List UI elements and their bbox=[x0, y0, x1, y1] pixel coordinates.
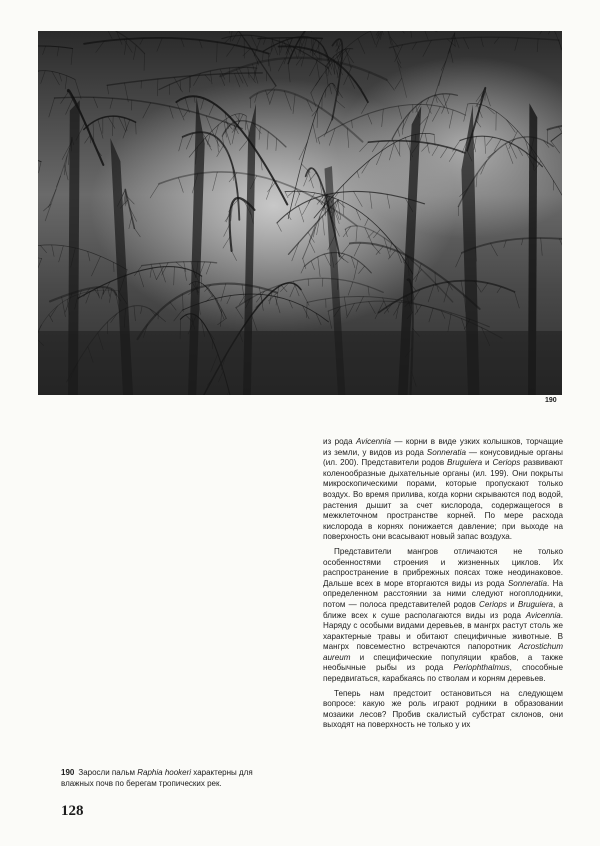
paragraph-3: Теперь нам предстоит остановиться на следующем вопросе: какую же роль играют родники в образовании мозаики лесов? Пробив скалистый субстрат склонов, они выходят на поверхность не только у их bbox=[323, 688, 563, 730]
article-column bbox=[323, 437, 563, 735]
photo-illustration bbox=[38, 31, 562, 395]
figure-caption: 190 Заросли пальм Raphia hookeri характерны для влажных почв по берегам тропических рек. bbox=[61, 768, 253, 788]
paragraph-2: Представители мангров отличаются не только особенностями строения и жизненных циклов. Их распространение в прибрежных поясах тоже неодинаковое. Дальше всех в море вторгаются виды из рода Sonneratia. На определенном расстоянии за ними следуют ногоплодники, потом — полоса представителей родов Ceriops и Bruguiera, а ближе всех к суше располагаются виды из рода Avicennia. Наряду с особыми видами деревьев, в мангрх растут столь же характерные травы и обитают специфичные животные. В мангрх повсеместно встречаются папоротник Acrostichum aureum и специфические популяции крабов, а также необычные рыбы из рода Periophthalmus, способные передвигаться, карабкаясь по стволам и корням деревьев. bbox=[323, 546, 564, 684]
page-number: 128 bbox=[61, 803, 84, 819]
palm-thicket-photo bbox=[38, 31, 562, 395]
paragraph-1: из рода Avicennia — корни в виде узких колышков, торчащие из земли, у видов из рода Sonneratia — конусовидные органы (ил. 200). Представители родов Bruguiera и Ceriops развивают коленообразные дыхательные органы (ил. 199). Они покрыты микроскопическими порами, которые пропускают только воздух. Во время прилива, когда корни скрываются под водой, растения дышит за счет кислорода, содержащегося в межклеточном пространстве корней. По мере расхода кислорода в корнях понижается давление; при выходе на поверхность они всасывают новый запас воздуха. bbox=[323, 437, 564, 542]
caption-number: 190 bbox=[61, 768, 75, 777]
figure-number: 190 bbox=[545, 397, 557, 404]
